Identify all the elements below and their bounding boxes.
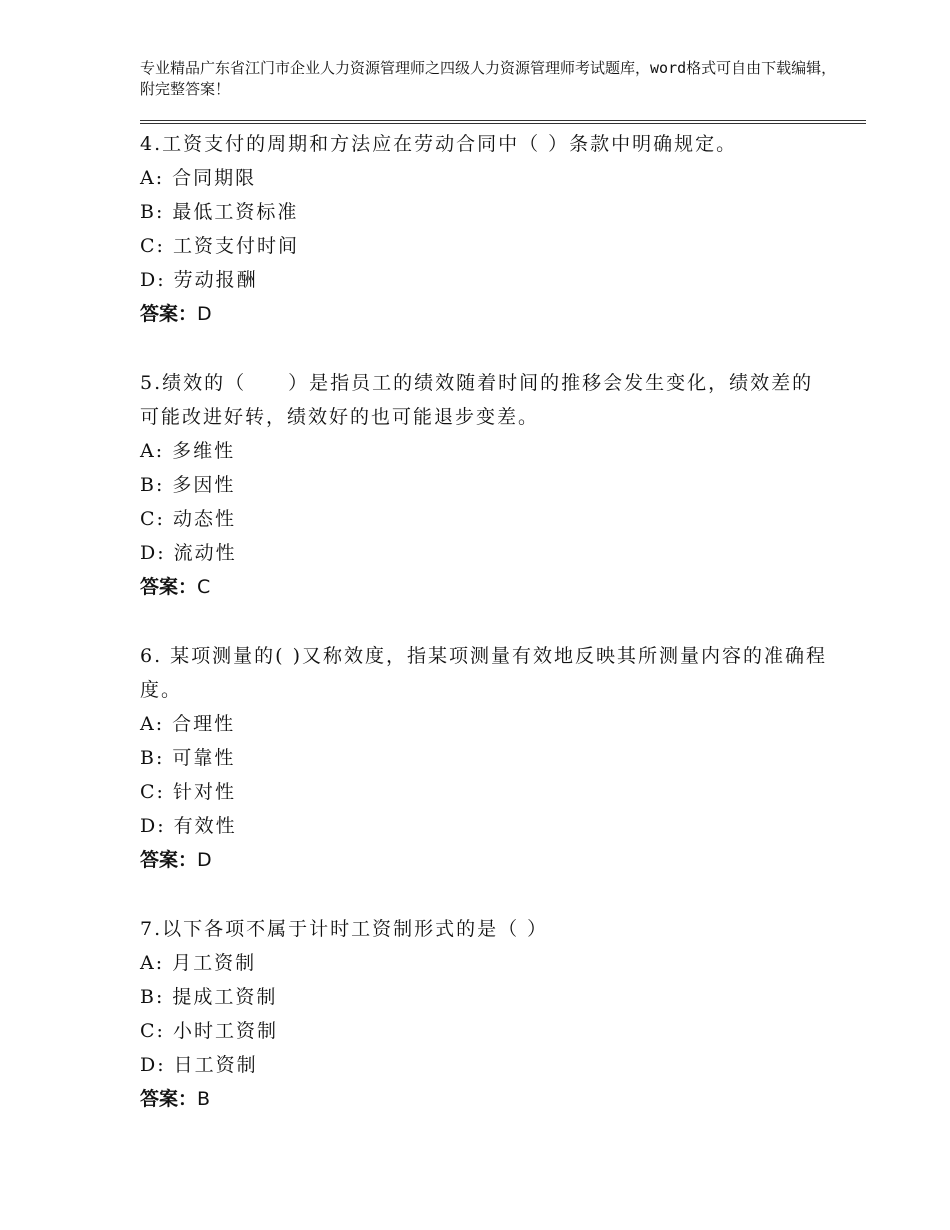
option-a: A: 合同期限 xyxy=(140,167,257,189)
answer-label: 答案： xyxy=(140,576,198,598)
option-b: B: 最低工资标准 xyxy=(140,201,299,223)
answer-line xyxy=(140,843,830,877)
option-a: A: 合理性 xyxy=(140,713,236,735)
question-6 xyxy=(140,639,830,877)
option-d: D: 日工资制 xyxy=(140,1054,258,1076)
document-header: 专业精品广东省江门市企业人力资源管理师之四级人力资源管理师考试题库，word格式可自由下载编辑，附完整答案！ xyxy=(140,59,837,98)
question-stem: 6. 某项测量的( )又称效度，指某项测量有效地反映其所测量内容的准确程度。 xyxy=(140,645,828,701)
option-b: B: 可靠性 xyxy=(140,747,236,769)
question-4 xyxy=(140,127,830,331)
question-stem: 5.绩效的（ ）是指员工的绩效随着时间的推移会发生变化，绩效差的可能改进好转，绩效好的也可能退步变差。 xyxy=(140,372,814,428)
answer-line xyxy=(140,570,830,604)
answer-label: 答案： xyxy=(140,303,198,325)
option-d: D: 劳动报酬 xyxy=(140,269,258,291)
answer-line xyxy=(140,297,830,331)
answer-value: C xyxy=(197,576,211,598)
option-d: D: 流动性 xyxy=(140,542,237,564)
answer-value: D xyxy=(197,849,212,871)
option-c: C: 针对性 xyxy=(140,781,236,803)
option-c: C: 工资支付时间 xyxy=(140,235,299,257)
option-a: A: 多维性 xyxy=(140,440,236,462)
answer-label: 答案： xyxy=(140,1088,198,1110)
answer-value: D xyxy=(197,303,212,325)
option-c: C: 小时工资制 xyxy=(140,1020,278,1042)
option-a: A: 月工资制 xyxy=(140,952,257,974)
question-7 xyxy=(140,912,830,1116)
option-d: D: 有效性 xyxy=(140,815,237,837)
option-b: B: 提成工资制 xyxy=(140,986,278,1008)
header-divider xyxy=(140,120,866,124)
option-b: B: 多因性 xyxy=(140,474,236,496)
question-5 xyxy=(140,366,830,604)
question-stem: 4.工资支付的周期和方法应在劳动合同中（ ）条款中明确规定。 xyxy=(140,133,738,155)
answer-line xyxy=(140,1082,830,1116)
question-stem: 7.以下各项不属于计时工资制形式的是（ ） xyxy=(140,918,549,940)
answer-value: B xyxy=(197,1088,211,1110)
answer-label: 答案： xyxy=(140,849,198,871)
option-c: C: 动态性 xyxy=(140,508,236,530)
